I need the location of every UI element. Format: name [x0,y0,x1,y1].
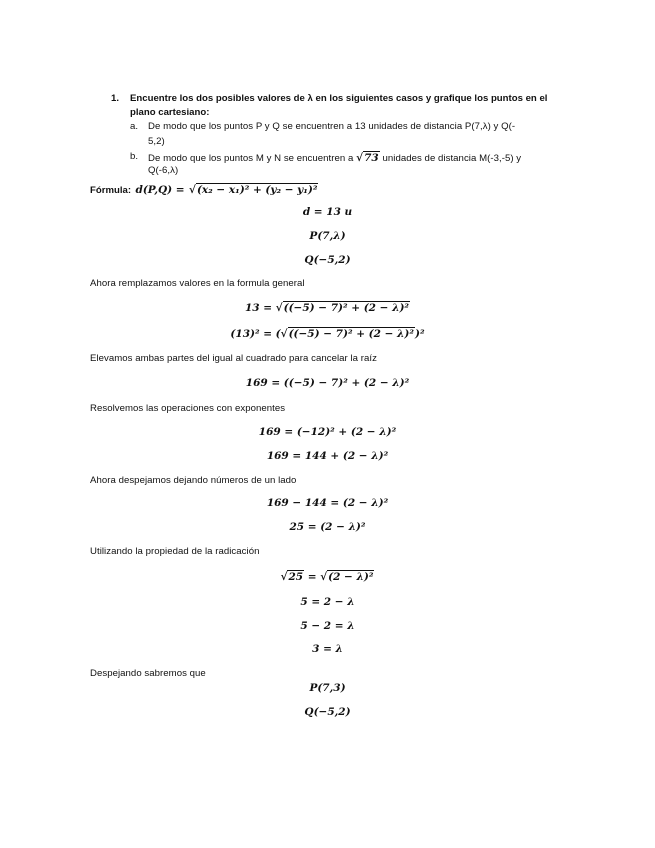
eq-radicals: √25 = √(2 − λ)² [280,571,374,583]
eq-solve-2: 5 − 2 = λ [300,620,355,632]
eq-final-q: Q(−5,2) [304,706,351,718]
item-a-text: De modo que los puntos P y Q se encuentren a 13 unidades de distancia P(7,λ) y Q(- [148,121,516,132]
eq-substitution: 13 = √((−5) − 7)² + (2 − λ)² [244,302,410,314]
text-step-4: Ahora despejamos dejando números de un lado [90,475,297,486]
text-step-2: Elevamos ambas partes del igual al cuadrado para cancelar la raíz [90,353,377,364]
text-step-5: Utilizando la propiedad de la radicación [90,546,260,557]
eq-solve-3: 3 = λ [312,643,343,655]
eq-point-p: P(7,λ) [309,230,346,242]
eq-solve-1: 5 = 2 − λ [300,596,355,608]
text-step-6: Despejando sabremos que [90,668,206,679]
sqrt-73: 73 [364,152,379,164]
eq-final-p: P(7,3) [309,682,346,694]
eq-no-root: 169 = ((−5) − 7)² + (2 − λ)² [245,377,410,389]
question-text: Encuentre los dos posibles valores de λ en los siguientes casos y grafique los puntos en el [130,93,548,104]
eq-isolate-2: 25 = (2 − λ)² [289,521,366,533]
question-text-line2: plano cartesiano: [130,107,210,118]
eq-exp-2: 169 = 144 + (2 − λ)² [266,450,389,462]
eq-point-q: Q(−5,2) [304,254,351,266]
text-step-3: Resolvemos las operaciones con exponentes [90,403,286,414]
formula-line: Fórmula: d(P,Q) = √(x₂ − x₁)² + (y₂ − y₁)² [90,184,318,196]
eq-exp-1: 169 = (−12)² + (2 − λ)² [258,426,397,438]
item-b-text: De modo que los puntos M y N se encuentren a √73 unidades de distancia M(-3,-5) y [148,152,522,164]
item-a-label: a. [130,121,139,132]
text-step-1: Ahora remplazamos valores en la formula general [90,278,305,289]
question-number: 1. [111,93,120,104]
eq-isolate-1: 169 − 144 = (2 − λ)² [266,497,389,509]
item-a-text-line2: 5,2) [148,136,165,147]
item-b-text-line2: Q(-6,λ) [148,165,179,176]
eq-square-both: (13)² = (√((−5) − 7)² + (2 − λ)²)² [230,328,425,340]
item-b-label: b. [130,151,139,162]
eq-distance: d = 13 u [302,206,353,218]
